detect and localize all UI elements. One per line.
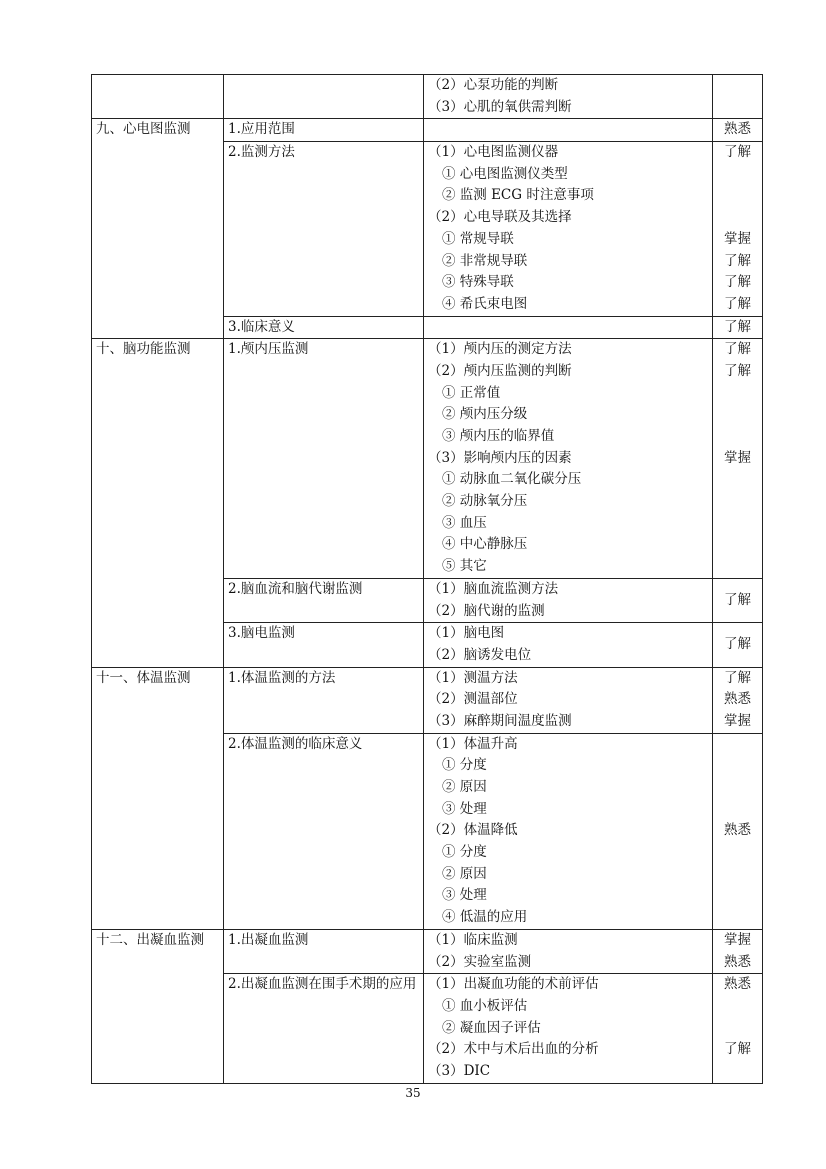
requirement-cell: 了解 掌握 了解 了解 了解: [713, 142, 763, 317]
content-line: ① 分度: [442, 844, 487, 861]
content-line: （1）颅内压的测定方法: [428, 341, 572, 358]
content-line: ④ 中心静脉压: [442, 536, 528, 553]
topic-cell: 1.颅内压监测: [224, 339, 424, 579]
requirement-cell: 熟悉: [713, 119, 763, 142]
content-cell: [424, 119, 713, 142]
content-cell: [424, 623, 713, 667]
content-line: ② 凝血因子评估: [442, 1019, 541, 1036]
requirement-cell: 掌握 熟悉: [713, 929, 763, 973]
content-line: ② 原因: [442, 865, 487, 882]
content-line: （2）实验室监测: [428, 953, 532, 970]
content-line: （2）心泵功能的判断: [428, 77, 559, 93]
topic-cell: 2.出凝血监测在围手术期的应用: [224, 974, 424, 1083]
content-line: （3）DIC: [428, 1062, 491, 1079]
content-line: （1）出凝血功能的术前评估: [428, 976, 599, 993]
content-cell: [424, 75, 713, 119]
content-line: ② 监测 ECG 时注意事项: [442, 187, 594, 204]
content-cell: [424, 929, 713, 973]
content-line: ① 正常值: [442, 384, 501, 401]
topic-cell: 2.监测方法: [224, 142, 424, 317]
requirement-cell: 了解: [713, 578, 763, 622]
content-line: （1）心电图监测仪器: [428, 144, 559, 161]
topic-cell: 2.体温监测的临床意义: [224, 733, 424, 929]
content-cell: [424, 667, 713, 733]
topic-cell: 3.临床意义: [224, 316, 424, 339]
content-line: （2）脑诱发电位: [428, 646, 532, 663]
content-cell: [424, 733, 713, 929]
content-cell: [424, 316, 713, 339]
topic-cell: 1.出凝血监测: [224, 929, 424, 973]
content-line: ① 心电图监测仪类型: [442, 165, 568, 182]
content-line: （2）颅内压监测的判断: [428, 362, 572, 379]
content-line: （3）麻醉期间温度监测: [428, 712, 572, 729]
content-line: ③ 血压: [442, 514, 487, 531]
topic-cell: 2.脑血流和脑代谢监测: [224, 578, 424, 622]
content-line: （2）脑代谢的监测: [428, 602, 545, 619]
content-line: ③ 特殊导联: [442, 274, 514, 291]
syllabus-table: [91, 74, 763, 1084]
table-row: [92, 929, 763, 973]
topic-cell: [224, 75, 424, 119]
topic-cell: 1.体温监测的方法: [224, 667, 424, 733]
page-number: 35: [405, 1086, 421, 1100]
requirement-cell: 熟悉: [713, 733, 763, 929]
topic-cell: 3.脑电监测: [224, 623, 424, 667]
topic-cell: 1.应用范围: [224, 119, 424, 142]
content-line: ③ 处理: [442, 800, 487, 817]
content-line: （1）测温方法: [428, 669, 518, 686]
section-title-10: 十、脑功能监测: [92, 339, 224, 667]
content-line: ① 分度: [442, 757, 487, 774]
content-line: （2）测温部位: [428, 691, 518, 708]
content-line: （1）脑血流监测方法: [428, 580, 559, 597]
content-line: ⑤ 其它: [442, 558, 487, 575]
content-line: ① 动脉血二氧化碳分压: [442, 471, 582, 488]
content-line: （2）体温降低: [428, 822, 518, 839]
table-row: [92, 339, 763, 579]
requirement-cell: 熟悉 了解: [713, 974, 763, 1083]
requirement-cell: [713, 75, 763, 119]
content-line: ② 颅内压分级: [442, 406, 528, 423]
content-line: （2）心电导联及其选择: [428, 209, 572, 226]
content-cell: [424, 142, 713, 317]
content-line: ② 动脉氧分压: [442, 493, 528, 510]
table-row: [92, 667, 763, 733]
section-title-11: 十一、体温监测: [92, 667, 224, 929]
content-line: ③ 处理: [442, 887, 487, 904]
requirement-cell: 了解: [713, 623, 763, 667]
content-cell: [424, 339, 713, 579]
content-line: （1）临床监测: [428, 931, 518, 948]
content-line: （3）影响颅内压的因素: [428, 449, 572, 466]
requirement-cell: 了解 了解 掌握: [713, 339, 763, 579]
content-line: ③ 颅内压的临界值: [442, 428, 555, 444]
section-cell: [92, 75, 224, 119]
table-row: [92, 75, 763, 119]
content-line: ④ 希氏束电图: [442, 295, 528, 312]
content-line: ② 非常规导联: [442, 252, 528, 269]
content-line: ① 血小板评估: [442, 997, 528, 1014]
content-line: （2）术中与术后出血的分析: [428, 1041, 599, 1058]
content-line: ② 原因: [442, 779, 487, 795]
content-cell: [424, 974, 713, 1083]
table-row: [92, 119, 763, 142]
content-line: （3）心肌的氧供需判断: [428, 98, 572, 115]
content-line: （1）体温升高: [428, 735, 518, 752]
requirement-cell: 了解: [713, 316, 763, 339]
requirement-cell: 了解 熟悉 掌握: [713, 667, 763, 733]
section-title-9: 九、心电图监测: [92, 119, 224, 339]
section-title-12: 十二、出凝血监测: [92, 929, 224, 1083]
content-cell: [424, 578, 713, 622]
content-line: ④ 低温的应用: [442, 909, 528, 926]
content-line: ① 常规导联: [442, 230, 514, 247]
content-line: （1）脑电图: [428, 625, 505, 642]
